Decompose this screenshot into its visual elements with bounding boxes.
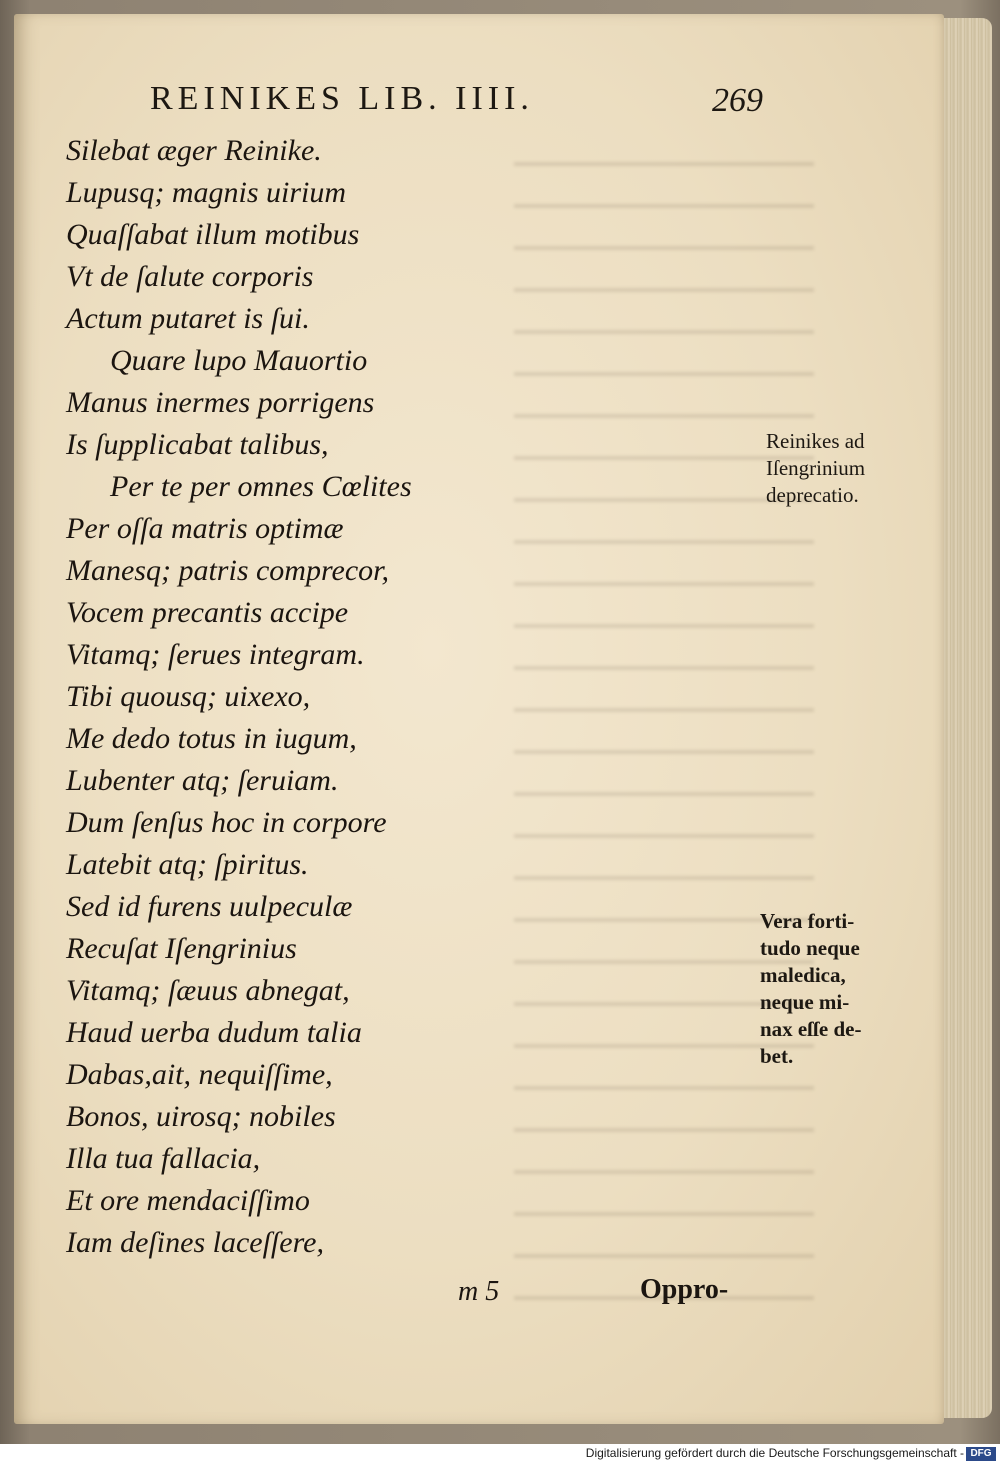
running-title: REINIKES LIB. IIII. bbox=[150, 80, 534, 117]
verse-line: Vitamq; ſæuus abnegat, bbox=[66, 974, 350, 1007]
marginal-note-line: tudo neque bbox=[760, 936, 860, 960]
verse-line: Per oſſa matris optimæ bbox=[66, 512, 344, 545]
verse-line: Haud uerba dudum talia bbox=[66, 1016, 362, 1049]
verse-line: Quaſſabat illum motibus bbox=[66, 218, 360, 251]
marginal-note-line: nax eſſe de- bbox=[760, 1017, 862, 1041]
verse-line: Illa tua fallacia, bbox=[66, 1142, 261, 1175]
verse-line: Manesq; patris comprecor, bbox=[66, 554, 390, 587]
verse-line: Vitamq; ſerues integram. bbox=[66, 638, 365, 671]
verse-line: Sed id furens uulpeculæ bbox=[66, 890, 353, 923]
marginal-note-line: Iſengrinium bbox=[766, 456, 866, 480]
verse-line: Lubenter atq; ſeruiam. bbox=[66, 764, 339, 797]
verse-line: Me dedo totus in iugum, bbox=[66, 722, 357, 755]
verse-line: Dum ſenſus hoc in corpore bbox=[66, 806, 387, 839]
marginal-note-line: bet. bbox=[760, 1044, 794, 1068]
verse-line: Silebat æger Reinike. bbox=[66, 134, 322, 167]
verse-line: Is ſupplicabat talibus, bbox=[66, 428, 329, 461]
verse-line: Et ore mendaciſſimo bbox=[66, 1184, 310, 1217]
verse-line: Manus inermes porrigens bbox=[66, 386, 375, 419]
verse-line: Lupusq; magnis uirium bbox=[66, 176, 347, 209]
marginal-note-line: Vera forti- bbox=[760, 909, 855, 933]
dfg-logo: DFG bbox=[966, 1447, 996, 1461]
catchword: Oppro- bbox=[640, 1274, 729, 1305]
verse-line: Actum putaret is ſui. bbox=[66, 302, 310, 335]
marginal-note-line: deprecatio. bbox=[766, 483, 859, 507]
page-number: 269 bbox=[712, 82, 763, 119]
verse-line: Iam deſines laceſſere, bbox=[66, 1226, 324, 1259]
verse-line: Dabas,ait, nequiſſime, bbox=[66, 1058, 333, 1091]
marginal-note-deprecatio bbox=[766, 428, 916, 509]
verse-line: Recuſat Iſengrinius bbox=[66, 932, 297, 965]
verse-line: Vt de ſalute corporis bbox=[66, 260, 314, 293]
funding-credit: Digitalisierung gefördert durch die Deutsche Forschungsgemeinschaft - bbox=[585, 1446, 964, 1460]
verse-line: Bonos, uirosq; nobiles bbox=[66, 1100, 336, 1133]
marginal-note-line: neque mi- bbox=[760, 990, 850, 1014]
verse-line: Tibi quousq; uixexo, bbox=[66, 680, 311, 713]
show-through-text bbox=[514, 144, 814, 1324]
signature-mark: m 5 bbox=[458, 1276, 500, 1307]
verse-line: Vocem precantis accipe bbox=[66, 596, 349, 629]
marginal-note-line: Reinikes ad bbox=[766, 429, 865, 453]
verse-block bbox=[66, 130, 486, 1264]
verse-line: Quare lupo Mauortio bbox=[110, 344, 368, 377]
verse-line: Per te per omnes Cœlites bbox=[110, 470, 412, 503]
marginal-note-fortitudo bbox=[760, 908, 910, 1070]
marginal-note-line: maledica, bbox=[760, 963, 846, 987]
verse-line: Latebit atq; ſpiritus. bbox=[66, 848, 309, 881]
